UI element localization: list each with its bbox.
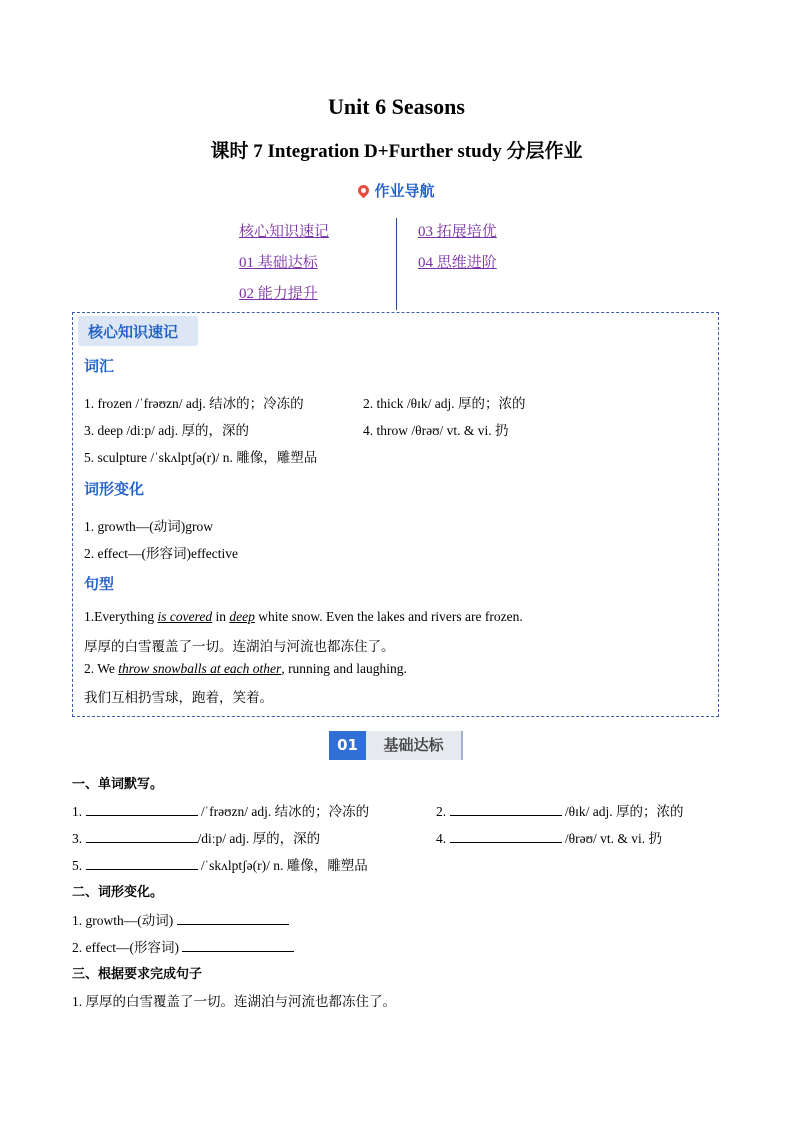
sentence-2-translation: 我们互相扔雪球，跑着，笑着。 [84,690,273,705]
knowledge-badge: 核心知识速记 [78,316,198,346]
nav-link-core-knowledge[interactable]: 核心知识速记 [239,224,330,240]
form-item: 2. effect—(形容词)effective [84,546,238,561]
forms-heading: 词形变化 [84,480,145,498]
page-title: Unit 6 Seasons [328,94,465,119]
answer-blank[interactable] [182,939,294,952]
answer-blank[interactable] [177,912,289,925]
form-item: 1. growth—(动词)grow [84,519,213,534]
dictation-item: 2. /θɪk/ adj. 厚的；浓的 [436,804,684,819]
sentence-1-translation: 厚厚的白雪覆盖了一切。连湖泊与河流也都冻住了。 [84,639,395,654]
nav-heading: 作业导航 [0,180,793,201]
sentence-task: 1. 厚厚的白雪覆盖了一切。连湖泊与河流也都冻住了。 [72,994,396,1009]
vocab-item: 2. thick /θɪk/ adj. 厚的；浓的 [363,396,526,411]
dictation-item: 5. /ˈskʌlptʃə(r)/ n. 雕像，雕塑品 [72,858,368,873]
word-form-item: 2. effect—(形容词) [72,936,294,956]
dictation-item: 4. /θrəʊ/ vt. & vi. 扔 [436,831,662,846]
sentence-1: 1.Everything is covered in deep white snow. Even the lakes and rivers are frozen. [84,609,523,624]
answer-blank[interactable] [86,803,198,816]
sentence-heading: 句型 [84,575,115,593]
dictation-item: 3. /diːp/ adj. 厚的，深的 [72,831,321,846]
answer-blank[interactable] [450,803,562,816]
sentence-2: 2. We throw snowballs at each other, running and laughing. [84,661,407,676]
word-form-item: 1. growth—(动词) [72,909,289,929]
question-3-heading: 三、根据要求完成句子 [72,967,203,982]
nav-divider [396,218,397,310]
location-pin-icon [356,183,372,199]
vocab-item: 5. sculpture /ˈskʌlptʃə(r)/ n. 雕像，雕塑品 [84,450,318,465]
vocab-heading: 词汇 [84,357,115,375]
answer-blank[interactable] [86,857,198,870]
vocab-item: 1. frozen /ˈfrəʊzn/ adj. 结冰的；冷冻的 [84,396,304,411]
nav-link-basic[interactable]: 01 基础达标 [239,255,318,271]
nav-link-ability[interactable]: 02 能力提升 [239,286,318,302]
question-2-heading: 二、词形变化。 [72,885,164,900]
vocab-item: 4. throw /θrəʊ/ vt. & vi. 扔 [363,423,509,438]
nav-link-thinking[interactable]: 04 思维进阶 [418,255,497,271]
answer-blank[interactable] [450,830,562,843]
answer-blank[interactable] [86,830,198,843]
dictation-item: 1. /ˈfrəʊzn/ adj. 结冰的；冷冻的 [72,804,370,819]
question-1-heading: 一、单词默写。 [72,777,164,792]
vocab-item: 3. deep /diːp/ adj. 厚的，深的 [84,423,249,438]
page-subtitle: 课时 7 Integration D+Further study 分层作业 [210,141,583,162]
nav-link-extension[interactable]: 03 拓展培优 [418,224,497,240]
